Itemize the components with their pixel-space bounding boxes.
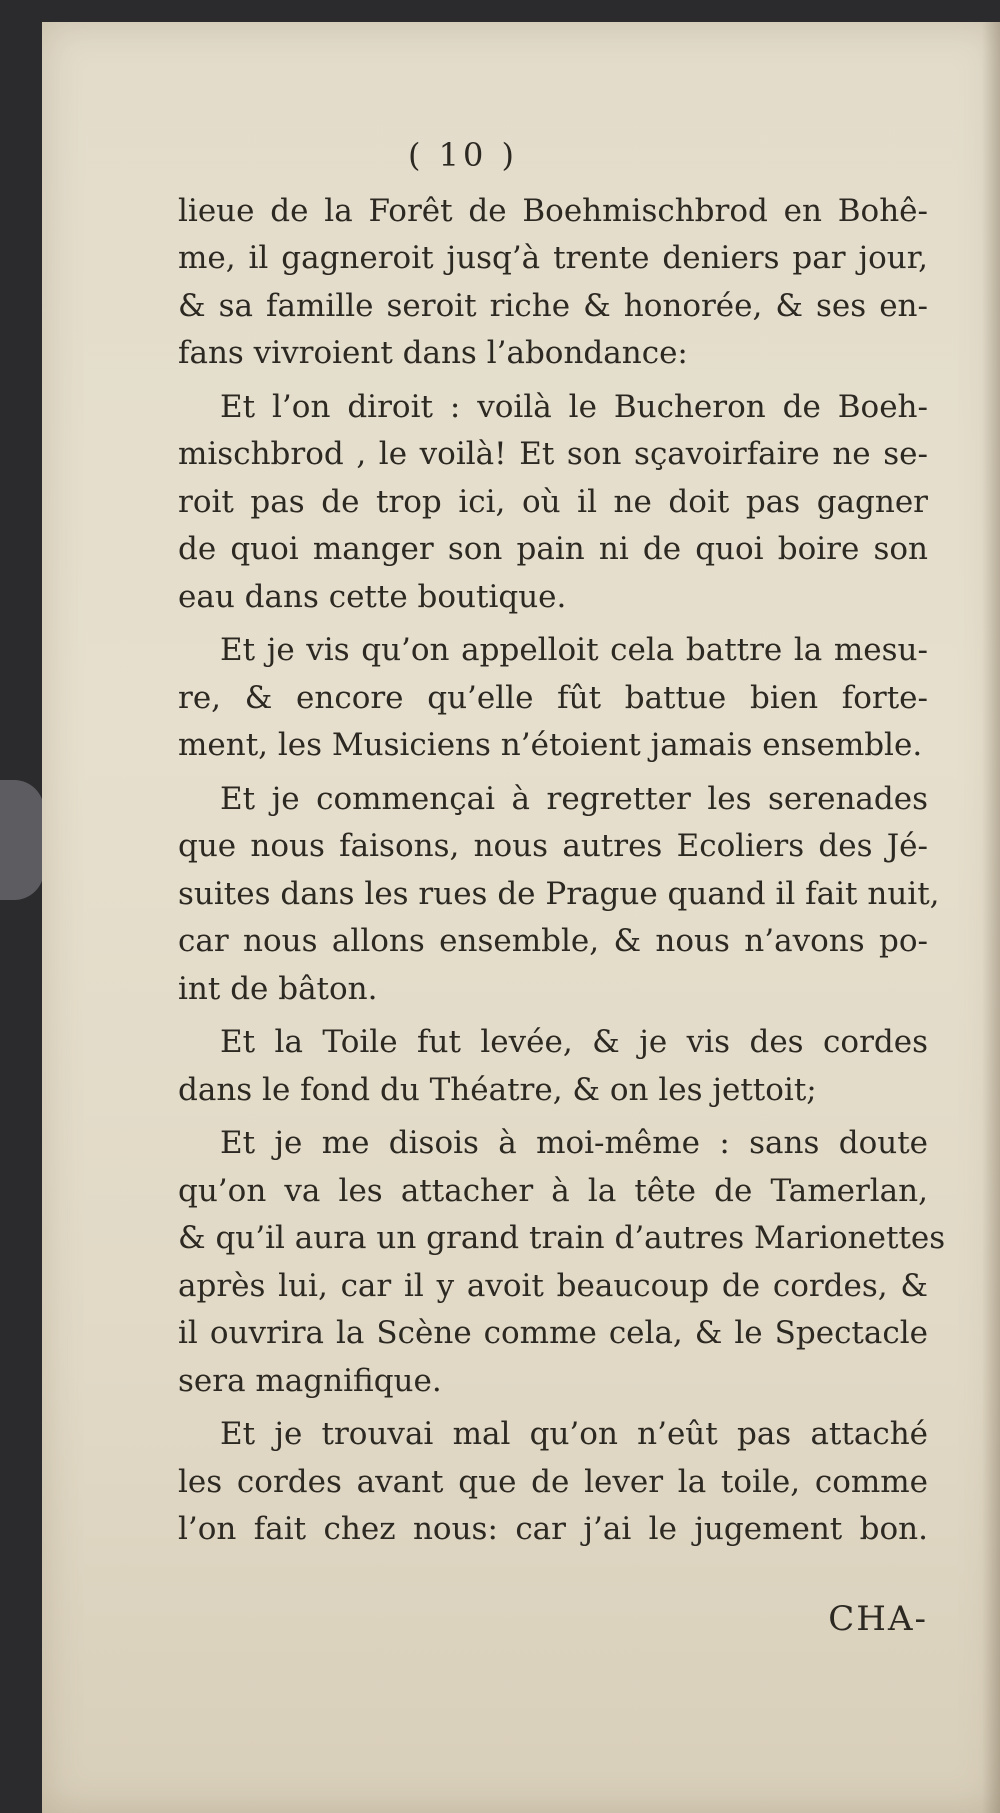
text-line: de quoi manger son pain ni de quoi boire son bbox=[178, 531, 928, 567]
text-line: re, & encore qu’elle fût battue bien forte- bbox=[178, 679, 928, 716]
catchword: CHA- bbox=[828, 1598, 928, 1639]
page-text-block bbox=[178, 132, 946, 1643]
text-line: Et je commençai à regretter les serenades bbox=[220, 780, 928, 817]
text-line: mischbrod , le voilà! Et son sçavoirfaire ne se- bbox=[178, 436, 928, 472]
text-line: dans le fond du Théatre, & on les jettoit; bbox=[178, 1071, 817, 1108]
text-line: car nous allons ensemble, & nous n’avons po- bbox=[178, 923, 928, 959]
paragraph-6 bbox=[178, 1120, 946, 1405]
text-line: les cordes avant que de lever la toile, comme bbox=[178, 1463, 928, 1500]
text-line: qu’on va les attacher à la tête de Tamerlan, bbox=[178, 1172, 928, 1209]
text-line: & qu’il aura un grand train d’autres Marionettes bbox=[178, 1220, 946, 1256]
text-line: me, il gagneroit jusq’à trente deniers par jour, bbox=[178, 240, 928, 276]
text-line: roit pas de trop ici, où il ne doit pas gagner bbox=[178, 483, 928, 520]
page-number: ( 10 ) bbox=[407, 136, 519, 174]
paragraph-5 bbox=[178, 1019, 928, 1114]
text-line: fans vivroient dans l’abondance: bbox=[178, 335, 688, 371]
text-line: Et je trouvai mal qu’on n’eût pas attaché bbox=[220, 1416, 928, 1452]
text-line: ment, les Musiciens n’étoient jamais ensemble. bbox=[178, 727, 923, 763]
text-line: Et je vis qu’on appelloit cela battre la mesu- bbox=[220, 632, 928, 668]
text-line: & sa famille seroit riche & honorée, & ses en- bbox=[178, 287, 928, 324]
binding-clip bbox=[0, 780, 44, 900]
text-line: sera magnifique. bbox=[178, 1362, 442, 1399]
paragraph-1 bbox=[178, 188, 928, 378]
text-line: lieue de la Forêt de Boehmischbrod en Bohê- bbox=[178, 192, 928, 229]
text-line: Et l’on diroit : voilà le Bucheron de Boeh- bbox=[220, 388, 928, 425]
text-line: que nous faisons, nous autres Ecoliers des Jé- bbox=[178, 828, 928, 864]
text-line: Et je me disois à moi-même : sans doute bbox=[220, 1125, 928, 1161]
text-line: après lui, car il y avoit beaucoup de cordes, & bbox=[178, 1267, 928, 1304]
paragraph-4 bbox=[178, 776, 940, 1014]
text-line: eau dans cette boutique. bbox=[178, 578, 567, 615]
paragraph-3 bbox=[178, 627, 928, 770]
text-line: Et la Toile fut levée, & je vis des cordes bbox=[220, 1024, 928, 1060]
paragraph-7 bbox=[178, 1411, 928, 1554]
text-line: int de bâton. bbox=[178, 970, 378, 1007]
text-line: suites dans les rues de Prague quand il fait nuit, bbox=[178, 875, 940, 912]
text-line: il ouvrira la Scène comme cela, & le Spectacle bbox=[178, 1315, 928, 1351]
text-line: l’on fait chez nous: car j’ai le jugement bon. bbox=[178, 1511, 928, 1547]
paragraph-2 bbox=[178, 384, 928, 622]
